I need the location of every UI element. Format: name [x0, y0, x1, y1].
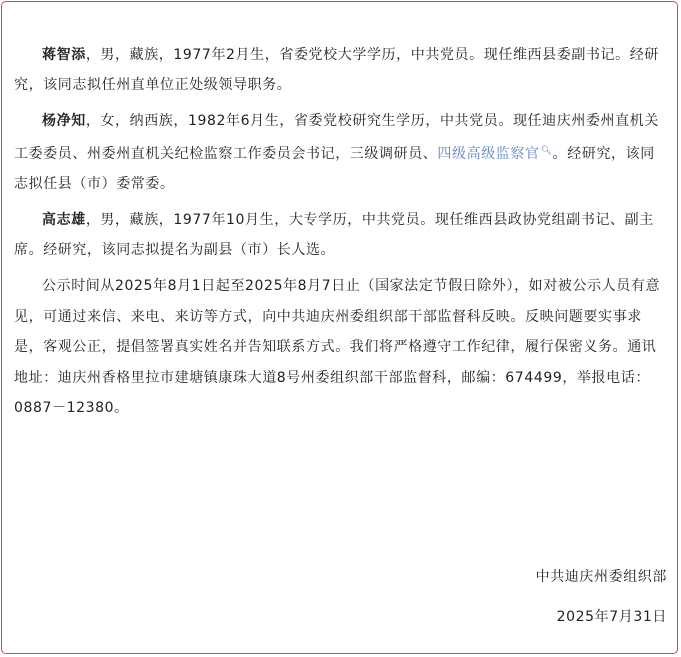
person-description: ，男，藏族，1977年10月生，大专学历，中共党员。现任维西县政协党组副书记、副主席。经研究，该同志拟提名为副县（市）长人选。 [14, 212, 654, 258]
signature-date: 2025年7月31日 [556, 609, 667, 625]
search-icon[interactable]: 🔍︎ [540, 146, 553, 156]
person-description: ，女，纳西族，1982年6月生，省委党校研究生学历，中共党员。现任迪庆州委州直机关工委委员、州委州直机关纪检监察工作委员会书记，三级调研员、 [14, 113, 659, 162]
person-name: 蒋智添 [42, 47, 86, 63]
keyword-link[interactable]: 四级高级监察官 [437, 146, 540, 162]
person-paragraph-1 [14, 40, 666, 100]
person-description-end: 。经研究，该同志拟任县（市）委常委。 [14, 146, 655, 192]
notice-paragraph: 公示时间从2025年8月1日起至2025年8月7日止（国家法定节假日除外），如对被公示人员有意见，可通过来信、来电、来访等方式，向中共迪庆州委组织部干部监督科反映。反映问题要实事求是，客观公正，提倡签署真实姓名并告知联系方式。我们将严格遵守工作纪律，履行保密义务。通讯地址：迪庆州香格里拉市建塘镇康珠大道8号州委组织部干部监督科，邮编：674499，举报电话：0887－12380。 [14, 278, 661, 416]
person-paragraph-3 [14, 205, 666, 265]
person-description: ，男，藏族，1977年2月生，省委党校大学学历，中共党员。现任维西县委副书记。经研究，该同志拟任州直单位正处级领导职务。 [14, 47, 659, 93]
article-body [14, 40, 666, 424]
person-paragraph-2 [14, 106, 666, 199]
person-name: 高志雄 [42, 212, 86, 228]
person-name: 杨净知 [42, 113, 86, 129]
signature-org: 中共迪庆州委组织部 [535, 569, 667, 585]
signature-block [536, 567, 667, 627]
